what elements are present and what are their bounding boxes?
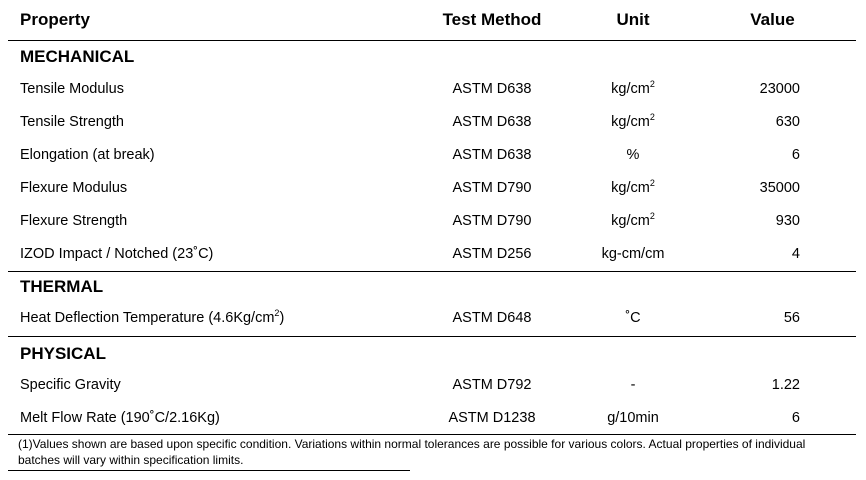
row-value: 6 xyxy=(791,147,800,163)
row-property: Flexure Modulus xyxy=(20,180,128,196)
row-value: 4 xyxy=(791,246,800,262)
header-value: Value xyxy=(750,10,795,29)
row-method: ASTM D648 xyxy=(452,310,532,326)
row-value: 23000 xyxy=(759,81,800,97)
row-unit: ˚C xyxy=(625,310,641,326)
section-title-thermal: THERMAL xyxy=(20,277,104,296)
table-bottom-rule xyxy=(8,434,856,435)
header-property: Property xyxy=(20,10,90,29)
row-value: 1.22 xyxy=(771,377,800,393)
section-divider xyxy=(8,336,856,337)
footnote: (1)Values shown are based upon specific condition. Variations within normal tolerances are possible for various colors. Actual properties of individual batches will vary within specification limits. xyxy=(18,437,806,467)
section-title-physical: PHYSICAL xyxy=(20,344,106,363)
row-method: ASTM D638 xyxy=(452,114,532,130)
row-property: Specific Gravity xyxy=(20,377,121,393)
row-unit: - xyxy=(630,377,636,393)
footnote-rule xyxy=(8,470,410,471)
row-unit: $kg/cm^2$ xyxy=(611,79,655,97)
row-unit: % xyxy=(626,147,640,163)
row-method: ASTM D1238 xyxy=(448,410,536,426)
row-property: Heat Deflection Temperature $(4.6Kg/cm^2)$ xyxy=(20,308,285,326)
row-property: Elongation (at break) xyxy=(20,147,155,163)
header-divider xyxy=(8,40,856,41)
row-value: 930 xyxy=(775,213,800,229)
row-method: ASTM D792 xyxy=(452,377,532,393)
section-title-mechanical: MECHANICAL xyxy=(20,47,135,66)
row-method: ASTM D790 xyxy=(452,213,532,229)
row-unit: g/10min xyxy=(607,410,659,426)
section-divider xyxy=(8,271,856,272)
row-method: ASTM D790 xyxy=(452,180,532,196)
header-test-method: Test Method xyxy=(442,10,542,29)
row-method: ASTM D256 xyxy=(452,246,532,262)
row-unit: $kg/cm^2$ xyxy=(611,112,655,130)
row-value: 630 xyxy=(775,114,800,130)
row-unit: $kg/cm^2$ xyxy=(611,178,655,196)
row-method: ASTM D638 xyxy=(452,81,532,97)
row-unit: kg-cm/cm xyxy=(601,246,665,262)
row-value: 35000 xyxy=(759,180,800,196)
header-unit: Unit xyxy=(616,10,650,29)
row-unit: $kg/cm^2$ xyxy=(611,211,655,229)
row-value: 56 xyxy=(783,310,800,326)
row-property: Tensile Strength xyxy=(20,114,124,130)
row-property: Tensile Modulus xyxy=(20,81,124,97)
row-property: IZOD Impact / Notched (23˚C) xyxy=(20,246,214,262)
row-property: Melt Flow Rate (190˚C/2.16Kg) xyxy=(20,410,220,426)
row-value: 6 xyxy=(791,410,800,426)
row-method: ASTM D638 xyxy=(452,147,532,163)
row-property: Flexure Strength xyxy=(20,213,128,229)
